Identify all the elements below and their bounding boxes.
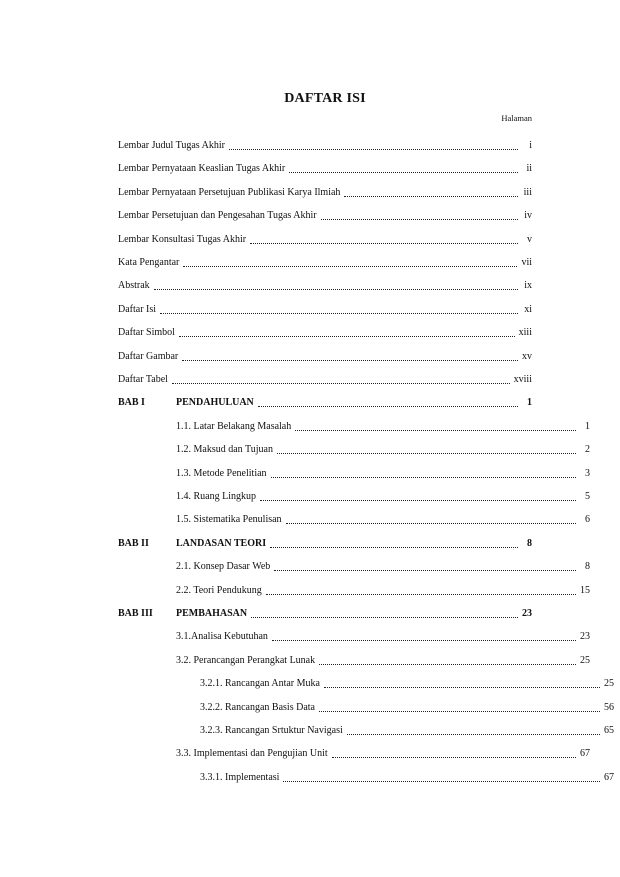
dot-leader: [332, 757, 576, 758]
toc-entry-page: 56: [604, 701, 614, 713]
toc-entry-page: 6: [585, 514, 590, 526]
dot-leader: [258, 406, 518, 407]
toc-subentry: [118, 553, 590, 573]
toc-entry-label: 3.2. Perancangan Perangkat Lunak: [176, 654, 316, 666]
toc-entry-label: 3.2.2. Rancangan Basis Data: [200, 701, 315, 713]
dot-leader: [179, 336, 515, 337]
toc-entry-page: xiii: [518, 327, 532, 339]
toc-entry-page: 67: [604, 771, 614, 783]
toc-entry-label: 1.4. Ruang Lingkup: [176, 491, 256, 502]
toc-entry-page: ii: [526, 163, 532, 175]
dot-leader: [289, 172, 518, 173]
toc-entry-page: 25: [604, 678, 614, 690]
toc-subentry: [118, 623, 590, 643]
dot-leader: [160, 313, 518, 314]
dot-leader: [272, 640, 576, 641]
toc-subsubentry: [118, 670, 614, 690]
toc-entry-page: iii: [523, 186, 532, 198]
toc-entry: [118, 155, 532, 175]
toc-entry-label: Abstrak: [118, 280, 150, 292]
toc-entry-page: 5: [585, 491, 590, 502]
toc-entry-label: Lembar Pernyataan Keaslian Tugas Akhir: [118, 163, 286, 175]
toc-entry-page: vii: [521, 257, 532, 268]
toc-subentry: [118, 483, 590, 503]
toc-entry: [118, 132, 532, 152]
toc-entry-label: 3.3. Implementasi dan Pengujian Unit: [176, 748, 328, 760]
dot-leader: [260, 500, 576, 501]
toc-entry-label: 1.1. Latar Belakang Masalah: [176, 420, 292, 432]
chapter-title: PENDAHULUAN: [176, 397, 254, 409]
toc-entry-label: Daftar Tabel: [118, 374, 168, 385]
dot-leader: [251, 617, 518, 618]
toc-entry-label: 2.1. Konsep Dasar Web: [176, 561, 271, 573]
dot-leader: [295, 430, 576, 431]
dot-leader: [270, 547, 518, 548]
toc-entry-page: 65: [604, 725, 614, 736]
toc-entry-page: 3: [585, 467, 590, 479]
toc-entry-label: Lembar Konsultasi Tugas Akhir: [118, 233, 247, 245]
dot-leader: [271, 477, 576, 478]
toc-entry-page: 15: [580, 584, 590, 596]
dot-leader: [324, 687, 600, 688]
toc-entry-label: Lembar Persetujuan dan Pengesahan Tugas Akhir: [118, 210, 317, 222]
dot-leader: [321, 219, 518, 220]
dot-leader: [183, 266, 517, 267]
toc-entry: [118, 366, 532, 386]
dot-leader: [277, 453, 576, 454]
toc-entry: [118, 249, 532, 269]
toc-subsubentry: [118, 717, 614, 737]
dot-leader: [182, 360, 518, 361]
page-column-header: Halaman: [501, 113, 532, 123]
chapter-number: BAB I: [118, 397, 145, 409]
chapter-title: LANDASAN TEORI: [176, 537, 267, 549]
toc-entry-label: Daftar Simbol: [118, 327, 175, 339]
toc-entry-label: 1.5. Sistematika Penulisan: [176, 514, 282, 526]
toc-chapter: [118, 530, 532, 550]
toc-entry-page: xviii: [513, 374, 532, 385]
dot-leader: [344, 196, 518, 197]
toc-entry-page: ix: [524, 280, 532, 292]
toc-entry-page: v: [527, 233, 532, 245]
toc-entry: [118, 296, 532, 316]
dot-leader: [347, 734, 600, 735]
toc-entry: [118, 179, 532, 199]
toc-entry-label: Lembar Pernyataan Persetujuan Publikasi Karya Ilmiah: [118, 186, 341, 198]
toc-subentry: [118, 577, 590, 597]
toc-entry-label: 2.2. Teori Pendukung: [176, 584, 262, 596]
toc-entry-page: 25: [580, 654, 590, 666]
toc-entry-page: iv: [524, 210, 532, 222]
toc-subsubentry: [118, 764, 614, 784]
toc-entry-label: 1.3. Metode Penelitian: [176, 467, 267, 479]
toc-entry: [118, 202, 532, 222]
toc-entry-label: Daftar Isi: [118, 303, 157, 315]
toc-subentry: [118, 506, 590, 526]
toc-entry-page: 1: [585, 420, 590, 432]
toc-subentry: [118, 460, 590, 480]
toc-subsubentry: [118, 694, 614, 714]
toc-chapter: [118, 389, 532, 409]
toc-subentry: [118, 436, 590, 456]
toc-entry-page: 2: [585, 444, 590, 456]
dot-leader: [154, 289, 518, 290]
toc-entry-label: 3.1.Analisa Kebutuhan: [176, 631, 268, 643]
dot-leader: [283, 781, 600, 782]
toc-entry-label: Lembar Judul Tugas Akhir: [118, 140, 225, 151]
toc-entry-label: 3.2.1. Rancangan Antar Muka: [200, 678, 320, 690]
page-title: DAFTAR ISI: [284, 91, 366, 106]
dot-leader: [250, 243, 518, 244]
toc-entry-label: Kata Pengantar: [118, 257, 180, 268]
toc-entry-page: i: [529, 140, 532, 151]
dot-leader: [229, 149, 518, 150]
toc-entry: [118, 343, 532, 363]
chapter-number: BAB II: [118, 537, 149, 549]
dot-leader: [319, 664, 576, 665]
toc-subentry: [118, 647, 590, 667]
toc-entry-page: 8: [527, 537, 532, 549]
toc-entry-label: Daftar Gambar: [118, 350, 179, 362]
toc-subentry: [118, 740, 590, 760]
chapter-title: PEMBAHASAN: [176, 608, 248, 619]
toc-entry-page: 23: [522, 608, 532, 619]
toc-entry-page: 8: [585, 561, 590, 573]
dot-leader: [274, 570, 576, 571]
toc-entry-label: 1.2. Maksud dan Tujuan: [176, 444, 273, 456]
dot-leader: [172, 383, 510, 384]
toc-entry: [118, 272, 532, 292]
toc-chapter: [118, 600, 532, 620]
dot-leader: [286, 523, 576, 524]
toc-entry: [118, 226, 532, 246]
toc-entry-page: xi: [524, 303, 532, 315]
toc-entry-label: 3.2.3. Rancangan Srtuktur Navigasi: [200, 725, 343, 736]
toc-entry: [118, 319, 532, 339]
toc-entry-label: 3.3.1. Implementasi: [200, 771, 280, 783]
toc-entry-page: 23: [580, 631, 590, 643]
dot-leader: [266, 594, 576, 595]
chapter-number: BAB III: [118, 608, 153, 619]
toc-entry-page: 1: [527, 397, 532, 409]
toc-entry-page: 67: [580, 748, 590, 760]
toc-subentry: [118, 413, 590, 433]
toc-entry-page: xv: [522, 350, 532, 362]
dot-leader: [319, 711, 600, 712]
